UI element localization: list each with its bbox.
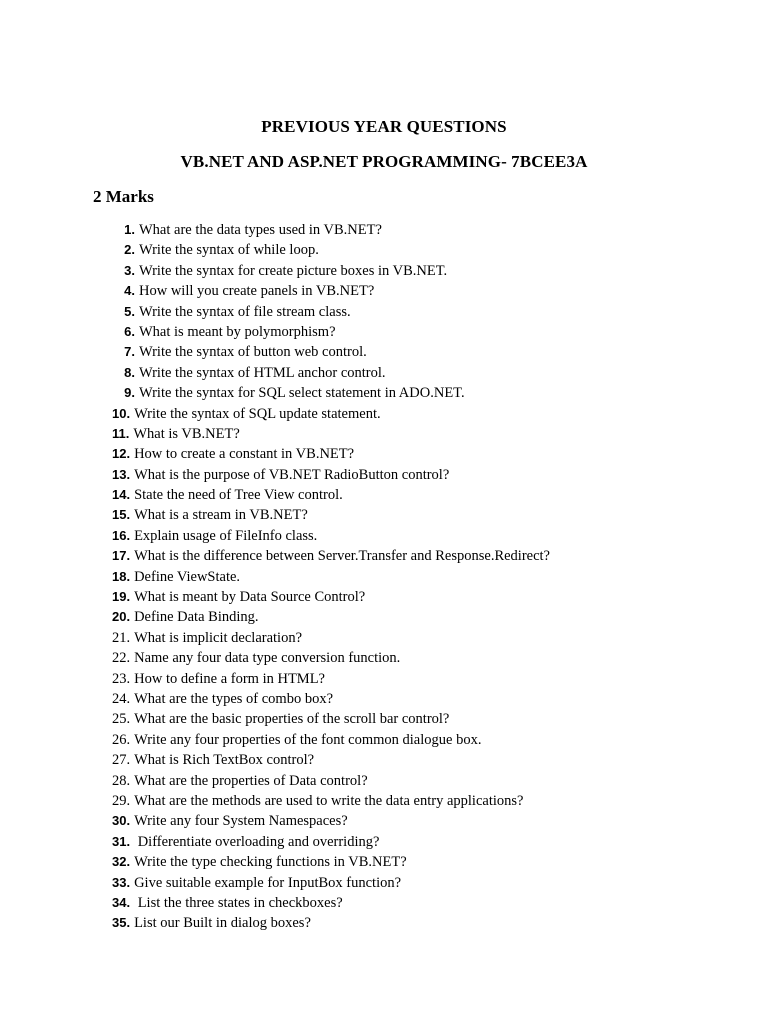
- question-text: What are the basic properties of the scroll bar control?: [134, 711, 450, 728]
- question-item: [112, 587, 550, 607]
- question-item: [112, 689, 550, 709]
- question-item: [112, 709, 550, 729]
- question-item: [112, 648, 550, 668]
- question-number: 21.: [112, 629, 131, 646]
- question-number: 14.: [112, 487, 131, 503]
- question-text: Write any four properties of the font common dialogue box.: [134, 731, 482, 748]
- question-number: 29.: [112, 792, 131, 809]
- question-text: What is Rich TextBox control?: [134, 752, 315, 769]
- question-number: 11.: [112, 425, 130, 441]
- question-number: 24.: [112, 690, 131, 707]
- question-number: 2.: [124, 242, 135, 258]
- question-text: How to define a form in HTML?: [134, 670, 325, 687]
- question-number: 13.: [112, 466, 131, 482]
- question-number: 19.: [112, 589, 131, 605]
- question-item: [112, 485, 550, 505]
- question-number: 31.: [112, 833, 131, 849]
- question-text: Write any four System Namespaces?: [134, 813, 348, 830]
- question-text: State the need of Tree View control.: [134, 487, 343, 504]
- question-text: What are the types of combo box?: [134, 690, 334, 707]
- question-item: [112, 607, 550, 627]
- question-text: Write the syntax of while loop.: [139, 242, 319, 259]
- question-number: 34.: [112, 894, 131, 910]
- question-text: What is a stream in VB.NET?: [134, 507, 308, 524]
- question-number: 5.: [124, 303, 135, 319]
- question-number: 35.: [112, 915, 131, 931]
- question-item: [112, 281, 550, 301]
- question-number: 12.: [112, 446, 131, 462]
- question-number: 33.: [112, 874, 131, 890]
- question-item: [112, 220, 550, 240]
- question-item: [112, 424, 550, 444]
- question-number: 4.: [124, 283, 135, 299]
- question-item: [112, 546, 550, 566]
- question-text: Define Data Binding.: [134, 609, 259, 626]
- page-title: PREVIOUS YEAR QUESTIONS: [261, 117, 507, 136]
- question-item: [112, 240, 550, 260]
- question-item: [112, 893, 550, 913]
- question-text: What is meant by Data Source Control?: [134, 589, 366, 606]
- question-item: [112, 669, 550, 689]
- question-text: What is implicit declaration?: [134, 629, 303, 646]
- question-text: Write the type checking functions in VB.NET?: [134, 854, 407, 871]
- question-number: 18.: [112, 568, 131, 584]
- question-item: [112, 832, 550, 852]
- question-text: Write the syntax of file stream class.: [139, 303, 351, 320]
- question-item: [112, 526, 550, 546]
- question-number: 15.: [112, 507, 131, 523]
- question-item: [112, 404, 550, 424]
- question-number: 6.: [124, 323, 135, 339]
- question-item: [112, 261, 550, 281]
- question-text: What are the properties of Data control?: [134, 772, 368, 789]
- question-number: 8.: [124, 364, 135, 380]
- question-text: What is the difference between Server.Transfer and Response.Redirect?: [134, 548, 550, 565]
- question-item: [112, 465, 550, 485]
- question-text: List our Built in dialog boxes?: [134, 915, 311, 932]
- question-text: Write the syntax of button web control.: [139, 344, 367, 361]
- question-text: Write the syntax of HTML anchor control.: [139, 364, 386, 381]
- question-number: 1.: [124, 222, 135, 237]
- question-number: 9.: [124, 385, 135, 401]
- question-number: 32.: [112, 854, 131, 870]
- question-item: [112, 444, 550, 464]
- question-text: Differentiate overloading and overriding?: [134, 833, 380, 850]
- course-title: VB.NET AND ASP.NET PROGRAMMING- 7BCEE3A: [180, 152, 588, 171]
- question-number: 23.: [112, 670, 131, 687]
- question-text: How will you create panels in VB.NET?: [139, 283, 375, 300]
- question-item: [112, 363, 550, 383]
- question-number: 28.: [112, 772, 131, 789]
- question-number: 25.: [112, 711, 131, 728]
- question-number: 27.: [112, 752, 131, 769]
- question-number: 7.: [124, 344, 135, 360]
- question-item: [112, 383, 550, 403]
- question-item: [112, 811, 550, 831]
- question-number: 26.: [112, 731, 131, 748]
- question-number: 3.: [124, 262, 135, 278]
- question-item: [112, 567, 550, 587]
- question-item: [112, 750, 550, 770]
- question-item: [112, 342, 550, 362]
- question-item: [112, 322, 550, 342]
- question-item: [112, 771, 550, 791]
- question-text: Name any four data type conversion function.: [134, 650, 401, 667]
- question-text: What is the purpose of VB.NET RadioButton control?: [134, 466, 450, 483]
- question-item: [112, 913, 550, 933]
- question-text: Write the syntax for SQL select statement in ADO.NET.: [139, 385, 465, 402]
- question-text: List the three states in checkboxes?: [134, 894, 343, 911]
- question-number: 20.: [112, 609, 131, 625]
- question-number: 10.: [112, 405, 131, 421]
- question-text: What are the data types used in VB.NET?: [139, 222, 382, 238]
- question-item: [112, 505, 550, 525]
- question-item: [112, 730, 550, 750]
- question-item: [112, 628, 550, 648]
- question-item: [112, 302, 550, 322]
- question-text: What is VB.NET?: [133, 425, 240, 442]
- question-number: 17.: [112, 548, 131, 564]
- question-text: What are the methods are used to write the data entry applications?: [134, 792, 524, 809]
- question-text: Explain usage of FileInfo class.: [134, 527, 318, 544]
- question-number: 16.: [112, 527, 131, 543]
- question-number: 22.: [112, 650, 131, 667]
- question-number: 30.: [112, 813, 131, 829]
- section-heading: 2 Marks: [93, 187, 154, 206]
- question-text: Write the syntax of SQL update statement.: [134, 405, 381, 422]
- question-item: [112, 873, 550, 893]
- question-item: [112, 791, 550, 811]
- question-text: Define ViewState.: [134, 568, 241, 585]
- question-text: What is meant by polymorphism?: [139, 323, 336, 340]
- question-text: Write the syntax for create picture boxes in VB.NET.: [139, 262, 448, 279]
- question-text: How to create a constant in VB.NET?: [134, 446, 355, 463]
- question-text: Give suitable example for InputBox function?: [134, 874, 402, 891]
- question-list: [112, 220, 550, 934]
- question-item: [112, 852, 550, 872]
